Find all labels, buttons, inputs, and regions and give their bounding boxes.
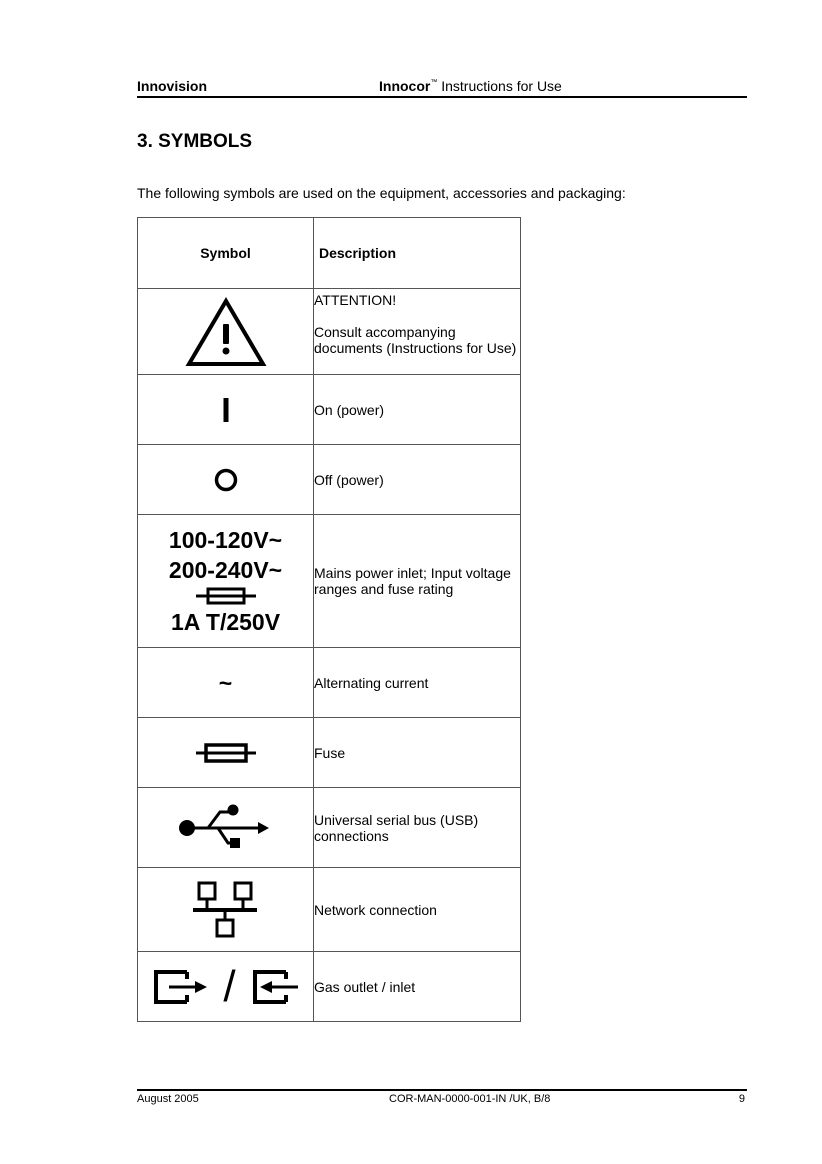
trademark-mark: ™ (430, 79, 438, 86)
table-row (138, 375, 521, 445)
footer-document-number: COR-MAN-0000-001-IN /UK, B/8 (389, 1093, 551, 1105)
gas-inlet-icon (250, 967, 300, 1007)
symbol-cell (138, 788, 314, 868)
symbol-cell (138, 648, 314, 718)
power-on-icon (221, 398, 231, 422)
description-cell: On (power) (314, 375, 521, 445)
symbol-cell (138, 868, 314, 952)
table-row (138, 289, 521, 375)
page-header (137, 78, 747, 96)
doc-title-text: Instructions for Use (441, 78, 562, 94)
gas-outlet-icon (151, 967, 209, 1007)
intro-text: The following symbols are used on the equipment, accessories and packaging: (137, 185, 626, 201)
attention-title: ATTENTION! (314, 292, 397, 308)
slash-separator: / (223, 961, 236, 1011)
table-row (138, 648, 521, 718)
column-header-symbol: Symbol (138, 218, 314, 289)
symbol-cell (138, 445, 314, 515)
header-divider (137, 96, 747, 98)
symbol-cell (138, 718, 314, 788)
network-icon (193, 880, 259, 940)
voltage-range-1: 100-120V~ (168, 527, 283, 553)
warning-triangle-icon (185, 296, 267, 368)
fuse-icon (196, 585, 256, 607)
document-title (379, 78, 562, 94)
table-row (138, 788, 521, 868)
table-row (138, 515, 521, 648)
section-title: 3. SYMBOLS (137, 131, 253, 152)
voltage-range-2: 200-240V~ (168, 557, 283, 583)
usb-icon (178, 803, 274, 853)
fuse-icon (196, 742, 256, 764)
table-row (138, 718, 521, 788)
table-header-row (138, 218, 521, 289)
symbol-cell (138, 375, 314, 445)
footer-divider (137, 1089, 747, 1091)
description-text: Consult accompanying documents (Instructions for Use) (314, 324, 517, 356)
page-number: 9 (738, 1093, 745, 1105)
alternating-current-icon: ~ (218, 669, 233, 696)
description-cell: Mains power inlet; Input voltage ranges and fuse rating (314, 515, 521, 648)
product-name: Innocor (379, 78, 431, 94)
description-cell: Network connection (314, 868, 521, 952)
gas-outlet-inlet-icon (138, 961, 313, 1011)
table-row (138, 445, 521, 515)
page-footer (137, 1093, 747, 1107)
description-cell (314, 289, 521, 375)
description-cell: Off (power) (314, 445, 521, 515)
description-cell: Alternating current (314, 648, 521, 718)
description-cell: Gas outlet / inlet (314, 952, 521, 1022)
description-cell: Fuse (314, 718, 521, 788)
footer-date: August 2005 (137, 1093, 199, 1105)
symbols-table (137, 217, 521, 1022)
fuse-rating: 1A T/250V (170, 609, 281, 635)
power-off-icon (213, 467, 239, 493)
symbol-cell (138, 289, 314, 375)
table-row (138, 868, 521, 952)
symbol-cell (138, 515, 314, 648)
company-name: Innovision (137, 78, 207, 94)
description-cell: Universal serial bus (USB) connections (314, 788, 521, 868)
symbol-cell (138, 952, 314, 1022)
table-row (138, 952, 521, 1022)
column-header-description: Description (314, 218, 521, 289)
